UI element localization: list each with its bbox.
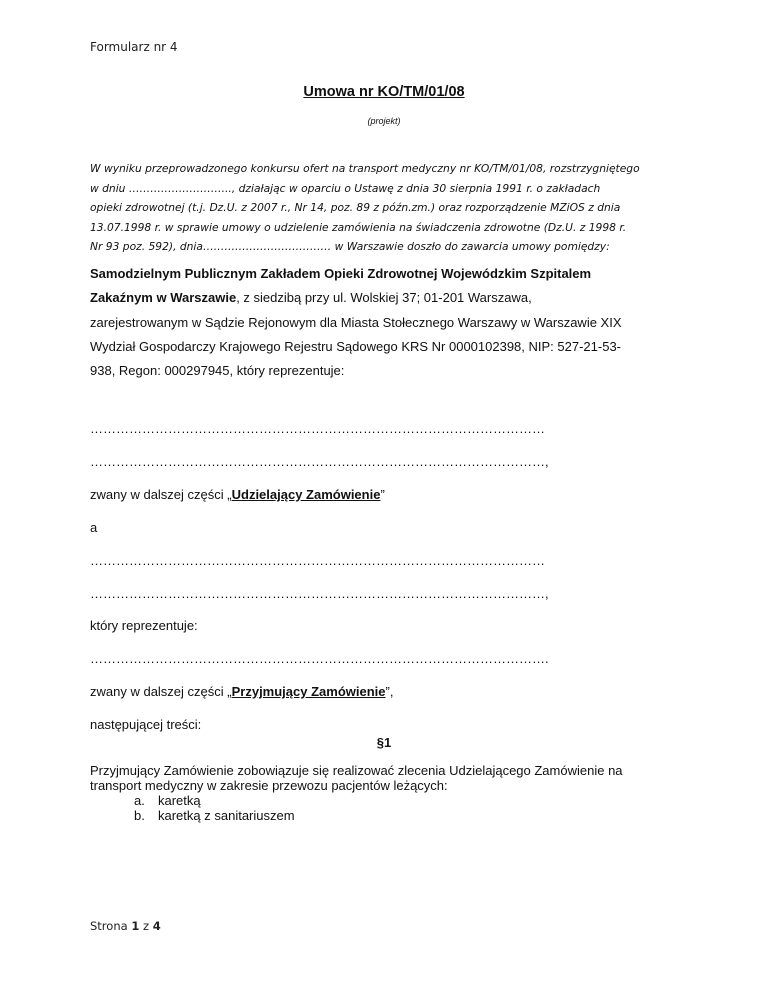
party1-role-line (90, 487, 385, 502)
party2-representative-label: który reprezentuje: (90, 618, 198, 633)
page-separator: z (139, 919, 153, 933)
role-name: Udzielający Zamówienie (231, 487, 381, 502)
list-marker: b. (134, 808, 145, 823)
page-label: Strona (90, 919, 132, 933)
section-paragraph (90, 763, 690, 793)
signatory-placeholder: …………………………………………………………………………………………… (90, 421, 545, 436)
intro-line: opieki zdrowotnej (t.j. Dz.U. z 2007 r., Nr 14, poz. 89 z późn.zm.) oraz rozporządzenie MZiOS z dnia (90, 201, 621, 215)
page-current: 1 (131, 919, 140, 933)
transport-type-list (134, 793, 295, 823)
party2-placeholder: …………………………………………………………………………………………… (90, 553, 545, 568)
conjunction-text: a (90, 520, 98, 535)
contract-title: Umowa nr KO/TM/01/08 (303, 84, 465, 100)
content-intro: następującej treści: (90, 717, 202, 732)
page-header: Formularz nr 4 (90, 40, 178, 54)
intro-line: W wyniku przeprowadzonego konkursu ofert na transport medyczny nr KO/TM/01/08, rozstrzygniętego (90, 162, 640, 175)
intro-line: w dniu ……………………….., działając w oparciu o Ustawę z dnia 30 sierpnia 1991 r. o zakładach (90, 181, 601, 195)
party1-name-line: Samodzielnym Publicznym Zakładem Opieki Zdrowotnej Wojewódzkim Szpitalem (90, 266, 592, 281)
role-suffix: ”, (385, 684, 394, 699)
section-line: Przyjmujący Zamówienie zobowiązuje się realizować zlecenia Udzielającego Zamówienie na (90, 763, 623, 778)
intro-line: 13.07.1998 r. w sprawie umowy o udzielenie zamówienia na świadczenia zdrowotne (Dz.U. z 1998 r. (90, 220, 627, 234)
party1-address-line (90, 286, 690, 310)
party2-signatory-placeholder: ……………………………………………………………………………………………. (90, 651, 549, 666)
section-line: transport medyczny w zakresie przewozu pacjentów leżących: (90, 778, 448, 793)
party1-name-continued: Zakaźnym w Warszawie (90, 290, 237, 306)
party1-address: , z siedzibą przy ul. Wolskiej 37; 01-201 Warszawa, (236, 290, 532, 306)
page-total: 4 (152, 919, 161, 933)
list-item (134, 808, 295, 823)
list-item-text: karetką (158, 793, 201, 808)
party1-registry-line: zarejestrowanym w Sądzie Rejonowym dla Miasta Stołecznego Warszawy w Warszawie XIX (90, 314, 622, 330)
contract-subtitle: (projekt) (367, 116, 401, 126)
party1-registry-line: Wydział Gospodarczy Krajowego Rejestru Sądowego KRS Nr 0000102398, NIP: 527-21-53- (90, 338, 622, 354)
intro-paragraph (90, 159, 690, 257)
role-name: Przyjmujący Zamówienie (231, 684, 386, 699)
role-prefix: zwany w dalszej części „ (90, 684, 232, 699)
role-prefix: zwany w dalszej części „ (90, 487, 232, 502)
page-footer (90, 919, 161, 933)
signatory-placeholder: ……………………………………………………………………………………………, (90, 454, 549, 469)
list-marker: a. (134, 793, 145, 808)
party1-ids-line: 938, Regon: 000297945, który reprezentuje: (90, 363, 345, 379)
party2-placeholder: ……………………………………………………………………………………………, (90, 586, 549, 601)
party1-paragraph (90, 262, 690, 383)
section-heading: §1 (376, 735, 392, 750)
intro-line: Nr 93 poz. 592), dnia……………………………… w Warszawie doszło do zawarcia umowy pomiędzy: (90, 240, 610, 254)
role-suffix: ” (380, 487, 385, 502)
list-item (134, 793, 295, 808)
list-item-text: karetką z sanitariuszem (158, 808, 295, 823)
party2-role-line (90, 684, 393, 699)
